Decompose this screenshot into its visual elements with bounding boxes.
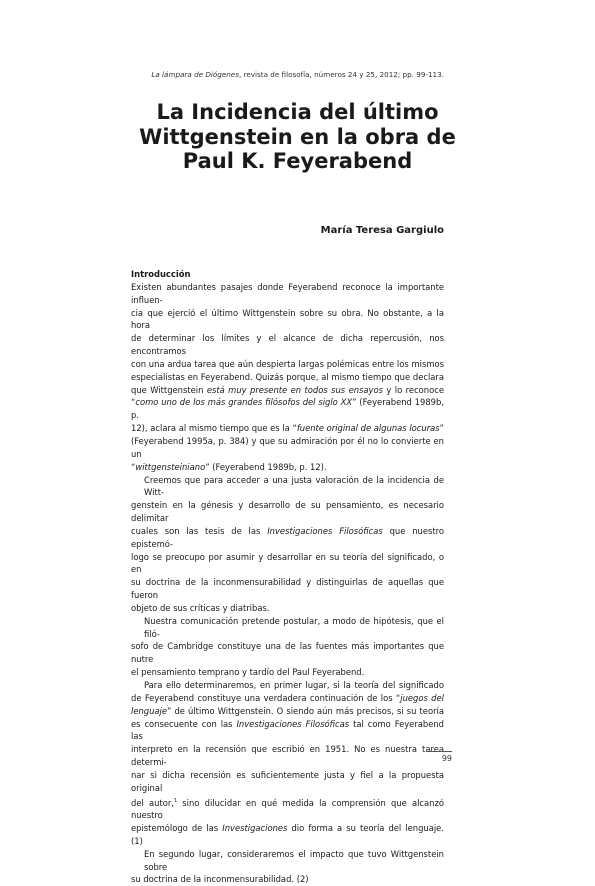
text-line — [131, 640, 444, 666]
text-line — [131, 422, 444, 435]
text-line — [131, 692, 444, 705]
text-line — [131, 551, 444, 577]
text-line — [131, 602, 444, 615]
text-segment: y lo reconoce — [383, 384, 444, 395]
text-segment: interpreto en la recensión que escribió en 1951. No es nuestra tarea determi- — [131, 744, 444, 768]
text-segment: sino dilucidar en qué medida la comprensión que alcanzó nuestro — [131, 797, 444, 821]
journal-name: La lámpara de Diógenes — [151, 70, 239, 79]
paragraph — [131, 848, 444, 886]
title-line: Wittgenstein en la obra de — [139, 124, 456, 149]
text-line — [131, 307, 444, 333]
text-segment: ” (Feyerabend 1989b, p. 12). — [205, 461, 327, 472]
text-segment: Existen abundantes pasajes donde Feyerabend reconoce la importante influen- — [131, 281, 444, 305]
paragraph — [131, 679, 444, 848]
text-segment: con una ardua tarea que aún despierta largas polémicas entre los mismos — [131, 358, 444, 369]
text-segment: especialistas en Feyerabend. Quizás porque, al mismo tiempo que declara — [131, 371, 444, 382]
text-line — [131, 848, 444, 874]
text-segment: Creemos que para acceder a una justa valoración de la incidencia de Witt- — [144, 474, 444, 498]
paragraphs-container — [131, 281, 444, 886]
italic-text: fuente original de algunas locuras — [296, 423, 440, 434]
text-segment: ” — [439, 423, 444, 434]
text-line — [131, 396, 444, 422]
text-line — [131, 576, 444, 602]
text-segment: de Feyerabend constituye una verdadera continuación de los “ — [131, 692, 401, 703]
article-title — [131, 100, 464, 174]
title-line: Paul K. Feyerabend — [182, 149, 413, 173]
italic-text: lenguaje — [131, 705, 168, 716]
text-line — [131, 525, 444, 551]
italic-text: está muy presente en todos sus ensayos — [206, 384, 383, 395]
text-segment: genstein en la génesis y desarrollo de su pensamiento, es necesario delimitar — [131, 500, 444, 524]
article-body — [131, 268, 444, 886]
text-segment: “ — [131, 397, 136, 408]
text-segment: es consecuente con las — [131, 718, 237, 729]
text-segment: cia que ejerció el último Wittgenstein sobre su obra. No obstante, a la hora — [131, 307, 444, 331]
italic-text: wittgensteiniano — [135, 461, 206, 472]
text-segment: de determinar los límites y el alcance de dicha repercusión, nos encontramos — [131, 333, 444, 357]
text-line — [131, 795, 444, 822]
text-line — [131, 461, 444, 474]
running-head — [151, 70, 444, 79]
text-segment: Para ello determinaremos, en primer lugar, si la teoría del significado — [144, 680, 444, 690]
text-segment: En segundo lugar, consideraremos el impacto que tuvo Wittgenstein sobre — [144, 848, 444, 872]
text-line — [131, 499, 444, 525]
text-line — [131, 705, 444, 718]
text-line — [131, 371, 444, 384]
text-line — [131, 822, 444, 848]
running-head-details: , revista de filosofía, números 24 y 25, 2012; pp. 99-113. — [238, 70, 444, 79]
text-segment: (Feyerabend 1995a, p. 384) y que su admiración por él no lo convierte en un — [131, 435, 444, 459]
footnote-marker: 1 — [173, 797, 178, 804]
text-segment: objeto de sus críticas y diatribas. — [131, 602, 270, 613]
text-segment: que Wittgenstein — [131, 384, 207, 395]
author-name: María Teresa Gargiulo — [320, 225, 444, 236]
section-heading: Introducción — [131, 269, 191, 279]
text-line — [131, 358, 444, 371]
text-line — [131, 332, 444, 358]
text-segment: que nuestro epistemó- — [131, 525, 445, 549]
text-segment: tal como Feyerabend las — [131, 718, 444, 742]
text-line — [131, 666, 444, 679]
title-line: La Incidencia del último — [156, 100, 439, 124]
text-segment: su doctrina de la inconmensurabilidad. (2) — [131, 874, 309, 885]
paragraph — [131, 615, 444, 679]
text-segment: cuales son las tesis de las — [131, 525, 268, 536]
text-line — [131, 873, 444, 886]
text-segment: sofo de Cambridge constituye una de las fuentes más importantes que nutre — [131, 641, 444, 665]
text-line — [131, 474, 444, 500]
italic-text: como uno de los más grandes filósofos del siglo XX — [135, 397, 353, 408]
text-line — [131, 743, 444, 769]
footer-rule — [426, 751, 452, 752]
italic-text: juegos del — [400, 692, 444, 703]
text-segment: su doctrina de la inconmensurabilidad y distinguirlas de aquellas que fueron — [131, 577, 444, 601]
text-line — [131, 615, 444, 641]
text-segment: nar si dicha recensión es suficientemente justa y fiel a la propuesta original — [131, 769, 444, 793]
italic-text: Investigaciones Filosóficas — [236, 718, 350, 729]
text-segment: logo se preocupo por asumir y desarrollar en su teoría del significado, o en — [131, 551, 444, 575]
italic-text: Investigaciones — [222, 823, 288, 834]
text-segment: ” de último Wittgenstein. O siendo aún más precisos, si su teoría — [167, 705, 444, 716]
text-segment: Nuestra comunicación pretende postular, a modo de hipótesis, que el filó- — [144, 615, 444, 639]
text-line — [131, 718, 444, 744]
text-segment: 12), aclara al mismo tiempo que es la “ — [131, 423, 297, 434]
paragraph — [131, 474, 444, 615]
text-line — [131, 384, 444, 397]
text-segment: epistemólogo de las — [131, 823, 223, 834]
paragraph — [131, 281, 444, 474]
italic-text: Investigaciones Filosóficas — [267, 525, 383, 536]
text-segment: ” (Feyerabend 1989b, p. — [131, 397, 444, 421]
text-segment: dio forma a su teoría del lenguaje. (1) — [131, 823, 445, 846]
text-line — [131, 281, 444, 307]
text-segment: el pensamiento temprano y tardío del Paul Feyerabend. — [131, 667, 365, 678]
text-segment: “ — [131, 461, 136, 472]
text-segment: del autor, — [131, 797, 174, 808]
page-number: 99 — [441, 754, 452, 763]
text-line — [131, 435, 444, 461]
text-line — [131, 769, 444, 795]
text-line — [131, 679, 444, 692]
